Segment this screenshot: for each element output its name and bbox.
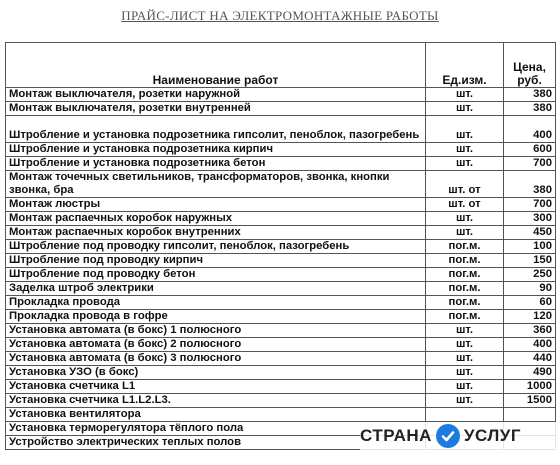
cell-price: 90 xyxy=(504,282,556,296)
checkmark-icon xyxy=(436,424,460,448)
table-row xyxy=(6,282,556,296)
cell-price: 400 xyxy=(504,338,556,352)
cell-name: Заделка штроб электрики xyxy=(6,282,426,296)
table-row xyxy=(6,116,556,143)
cell-price: 400 xyxy=(504,116,556,143)
table-row xyxy=(6,366,556,380)
table-row xyxy=(6,226,556,240)
cell-name: Установка счетчика L1.L2.L3. xyxy=(6,394,426,408)
table-row xyxy=(6,380,556,394)
cell-name: Штробление под проводку бетон xyxy=(6,268,426,282)
cell-name: Штробление под проводку кирпич xyxy=(6,254,426,268)
cell-unit: шт. xyxy=(426,102,504,116)
cell-price: 440 xyxy=(504,352,556,366)
cell-unit: шт. xyxy=(426,157,504,171)
table-row xyxy=(6,198,556,212)
table-row xyxy=(6,394,556,408)
watermark-text-left: СТРАНА xyxy=(360,426,432,445)
cell-unit: шт. xyxy=(426,143,504,157)
cell-price: 600 xyxy=(504,143,556,157)
cell-price: 1500 xyxy=(504,394,556,408)
cell-name: Установка автомата (в бокс) 2 полюсного xyxy=(6,338,426,352)
cell-name: Штробление под проводку гипсолит, пеноблок, пазогребень xyxy=(6,240,426,254)
price-table xyxy=(5,42,556,450)
cell-price: 360 xyxy=(504,324,556,338)
table-row xyxy=(6,352,556,366)
table-row xyxy=(6,310,556,324)
cell-name: Монтаж выключателя, розетки наружной xyxy=(6,88,426,102)
cell-name: Штробление и установка подрозетника кирпич xyxy=(6,143,426,157)
cell-name: Установка автомата (в бокс) 1 полюсного xyxy=(6,324,426,338)
cell-unit: шт. xyxy=(426,88,504,102)
table-row xyxy=(6,296,556,310)
table-row xyxy=(6,408,556,422)
cell-price: 380 xyxy=(504,171,556,198)
cell-name: Установка счетчика L1 xyxy=(6,380,426,394)
cell-name: Установка УЗО (в бокс) xyxy=(6,366,426,380)
cell-unit: шт. xyxy=(426,352,504,366)
cell-unit: шт. xyxy=(426,338,504,352)
cell-name: Устройство электрических теплых полов xyxy=(6,436,426,450)
cell-unit: пог.м. xyxy=(426,310,504,324)
header-price: Цена, руб. xyxy=(504,43,556,88)
cell-unit: пог.м. xyxy=(426,240,504,254)
cell-price: 250 xyxy=(504,268,556,282)
header-unit: Ед.изм. xyxy=(426,43,504,88)
cell-name: Установка терморегулятора тёплого пола xyxy=(6,422,426,436)
cell-price: 150 xyxy=(504,254,556,268)
strana-uslug-watermark xyxy=(360,422,556,450)
cell-name: Прокладка провода xyxy=(6,296,426,310)
cell-unit: пог.м. xyxy=(426,254,504,268)
cell-name: Установка автомата (в бокс) 3 полюсного xyxy=(6,352,426,366)
cell-name: Монтаж люстры xyxy=(6,198,426,212)
table-row xyxy=(6,240,556,254)
cell-price: 380 xyxy=(504,88,556,102)
table-row xyxy=(6,338,556,352)
cell-name: Монтаж точечных светильников, трансформаторов, звонка, кнопки звонка, бра xyxy=(6,171,426,198)
cell-unit xyxy=(426,408,504,422)
table-row xyxy=(6,102,556,116)
table-row xyxy=(6,143,556,157)
header-name: Наименование работ xyxy=(6,43,426,88)
watermark-text-right: УСЛУГ xyxy=(463,426,521,445)
cell-unit: шт. xyxy=(426,380,504,394)
cell-price: 700 xyxy=(504,157,556,171)
cell-unit: шт. xyxy=(426,366,504,380)
cell-price: 120 xyxy=(504,310,556,324)
table-row xyxy=(6,157,556,171)
cell-name: Штробление и установка подрозетника гипсолит, пеноблок, пазогребень xyxy=(6,116,426,143)
table-row xyxy=(6,268,556,282)
cell-name: Монтаж распаечных коробок наружных xyxy=(6,212,426,226)
cell-price: 380 xyxy=(504,102,556,116)
cell-unit: шт. от xyxy=(426,171,504,198)
cell-name: Установка вентилятора xyxy=(6,408,426,422)
cell-name: Монтаж выключателя, розетки внутренней xyxy=(6,102,426,116)
cell-unit: шт. xyxy=(426,394,504,408)
cell-name: Монтаж распаечных коробок внутренних xyxy=(6,226,426,240)
table-row xyxy=(6,88,556,102)
table-header-row xyxy=(6,43,556,88)
cell-price: 300 xyxy=(504,212,556,226)
cell-unit: пог.м. xyxy=(426,268,504,282)
table-row xyxy=(6,171,556,198)
table-row xyxy=(6,254,556,268)
cell-unit: шт. xyxy=(426,324,504,338)
cell-unit: шт. xyxy=(426,212,504,226)
cell-price: 60 xyxy=(504,296,556,310)
cell-unit: шт. xyxy=(426,116,504,143)
cell-unit: шт. от xyxy=(426,198,504,212)
table-row xyxy=(6,324,556,338)
table-row xyxy=(6,212,556,226)
cell-price xyxy=(504,408,556,422)
cell-unit: пог.м. xyxy=(426,296,504,310)
cell-unit: шт. xyxy=(426,226,504,240)
cell-price: 700 xyxy=(504,198,556,212)
cell-price: 1000 xyxy=(504,380,556,394)
cell-price: 490 xyxy=(504,366,556,380)
cell-name: Прокладка провода в гофре xyxy=(6,310,426,324)
cell-price: 100 xyxy=(504,240,556,254)
page-title: ПРАЙС-ЛИСТ НА ЭЛЕКТРОМОНТАЖНЫЕ РАБОТЫ xyxy=(121,8,439,23)
cell-name: Штробление и установка подрозетника бетон xyxy=(6,157,426,171)
cell-price: 450 xyxy=(504,226,556,240)
cell-unit: пог.м. xyxy=(426,282,504,296)
